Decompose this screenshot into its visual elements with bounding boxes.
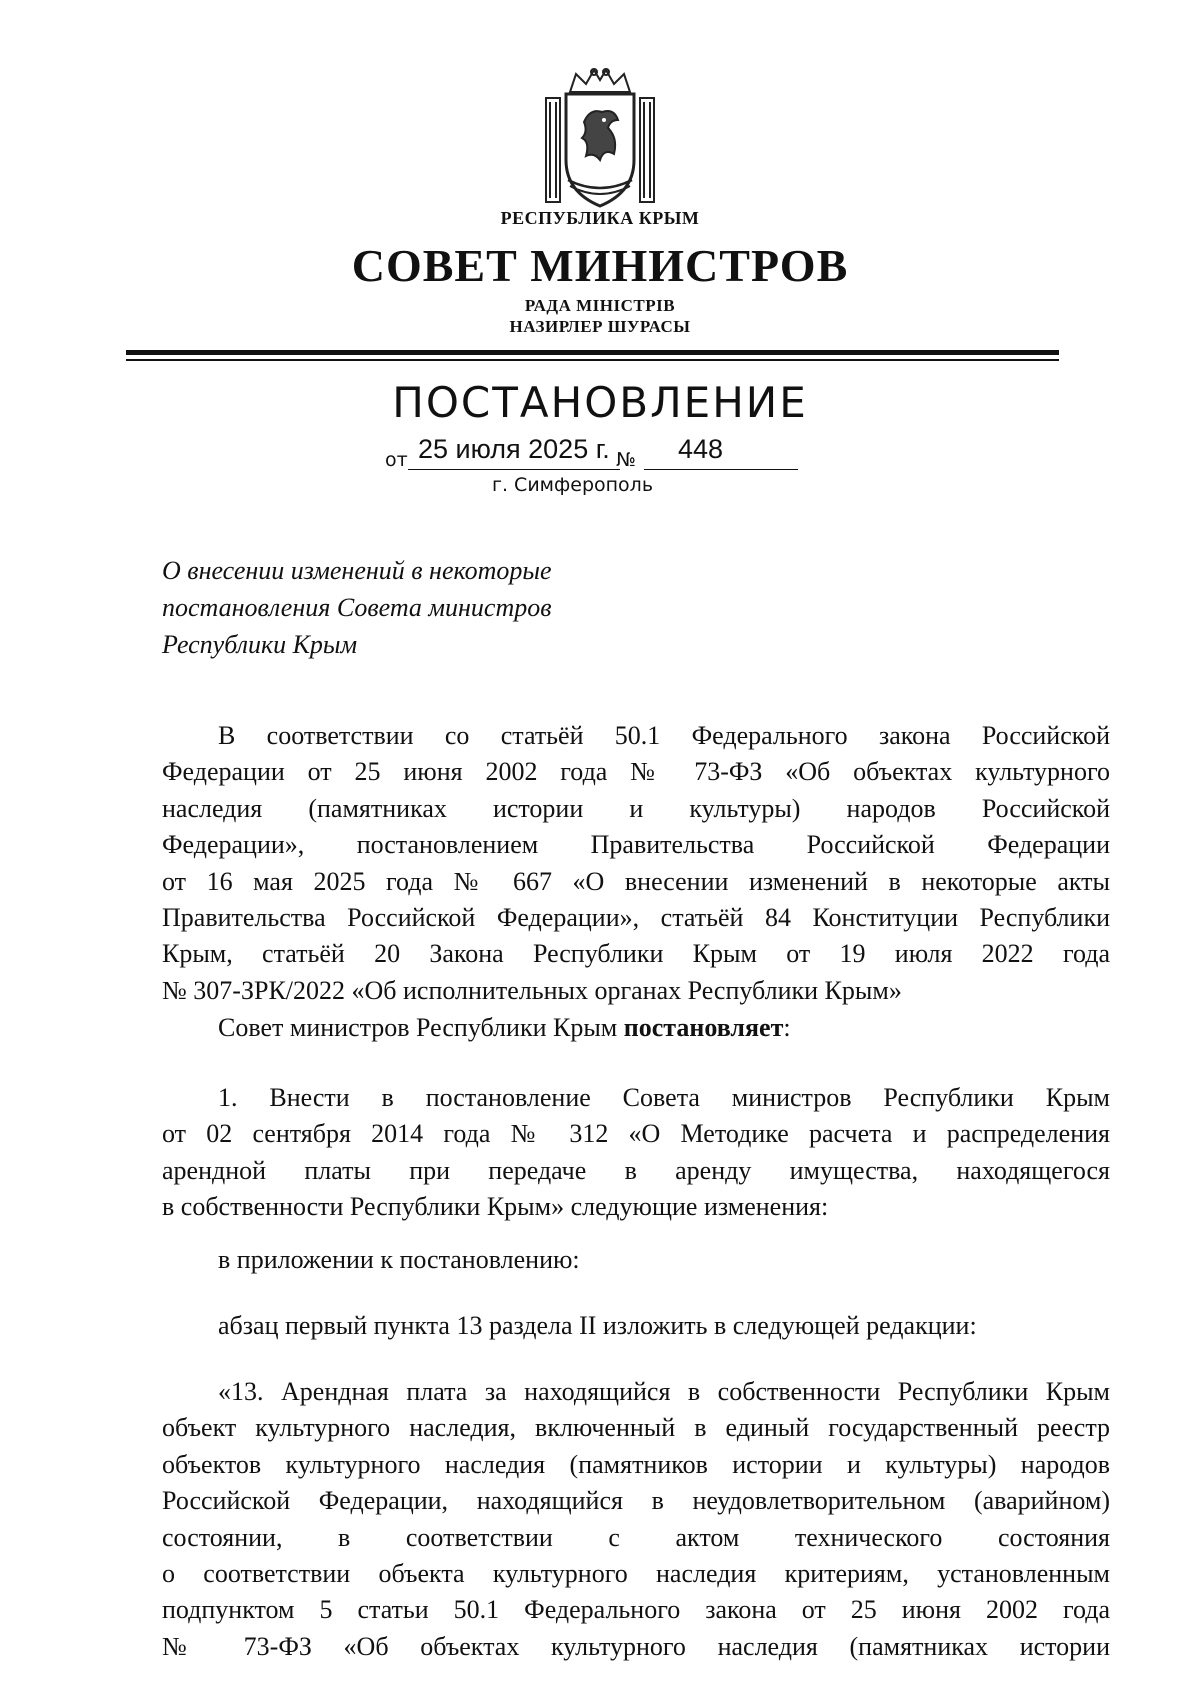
text-line: наследия (памятниках истории и культуры) народов Российской [162,793,1110,823]
instruction-paragraph [162,1308,1110,1344]
text-line: абзац первый пункта 13 раздела II изложить в следующей редакции: [218,1311,977,1340]
text-line: Федерации», постановлением Правительства Российской Федерации [162,830,1110,860]
resolves-tail: : [783,1013,791,1042]
council-title-crimean-tatar: НАЗИРЛЕР ШУРАСЫ [509,317,691,336]
date-underline [408,469,620,470]
text-line: № 307-ЗРК/2022 «Об исполнительных органах Республики Крым» [162,975,902,1005]
title-line: О внесении изменений в некоторые [162,556,552,585]
text-line: в приложении к постановлению: [218,1245,580,1274]
resolves-keyword: постановляет [623,1013,784,1042]
text-line: Крым, статьёй 20 Закона Республики Крым от 19 июля 2022 года [162,939,1110,969]
document-number: 448 [678,434,724,464]
preamble-paragraph [162,718,1110,1009]
resolves-paragraph [162,1010,1110,1046]
text-line: о соответствии объекта культурного наследия критериям, установленным [162,1559,1110,1589]
resolves-lead: Совет министров Республики Крым [218,1013,624,1042]
title-line: постановления Совета министров [162,593,552,622]
council-title: СОВЕТ МИНИСТРОВ [351,240,849,291]
city-name: г. Симферополь [492,474,654,496]
text-line: № 73-ФЗ «Об объектах культурного наследия (памятниках истории [162,1631,1110,1661]
text-line: Правительства Российской Федерации», статьёй 84 Конституции Республики [162,903,1110,933]
text-line: от 02 сентября 2014 года № 312 «О Методике расчета и распределения [162,1119,1110,1149]
text-line: Российской Федерации, находящийся в неудовлетворительном (аварийном) [162,1486,1110,1516]
text-line: «13. Арендная плата за находящийся в собственности Республики Крым [218,1377,1110,1406]
header-rule-thin [126,359,1059,361]
header-rule-thick [126,350,1059,355]
text-line: объект культурного наследия, включенный в единый государственный реестр [162,1413,1110,1443]
document-title [162,552,682,663]
text-line: Федерации от 25 июня 2002 года № 73-ФЗ «Об объектах культурного [162,757,1110,787]
item-1-paragraph [162,1080,1110,1226]
text-line: арендной платы при передаче в аренду имущества, находящегося [162,1155,1110,1185]
text-line: в собственности Республики Крым» следующие изменения: [162,1192,829,1222]
date-from-label: от [385,449,408,471]
coat-of-arms-emblem [540,68,660,210]
title-line: Республики Крым [162,630,358,659]
text-line: объектов культурного наследия (памятников истории и культуры) народов [162,1449,1110,1479]
document-type: ПОСТАНОВЛЕНИЕ [392,378,808,427]
text-line: В соответствии со статьёй 50.1 Федерального закона Российской [218,721,1110,750]
republic-name: РЕСПУБЛИКА КРЫМ [500,208,700,228]
quoted-wording-paragraph [162,1374,1110,1665]
annex-paragraph [162,1242,1110,1278]
document-date: 25 июля 2025 г. [418,434,610,464]
text-line: состоянии, в соответствии с актом технического состояния [162,1522,1110,1552]
text-line: 1. Внести в постановление Совета министров Республики Крым [218,1083,1110,1112]
number-label: № [616,449,636,471]
text-line [162,1010,1110,1046]
number-underline [644,469,798,470]
text-line: от 16 мая 2025 года № 667 «О внесении изменений в некоторые акты [162,866,1110,896]
council-title-ukrainian: РАДА МІНІСТРІВ [524,296,676,315]
text-line: подпунктом 5 статьи 50.1 Федерального закона от 25 июня 2002 года [162,1595,1110,1625]
